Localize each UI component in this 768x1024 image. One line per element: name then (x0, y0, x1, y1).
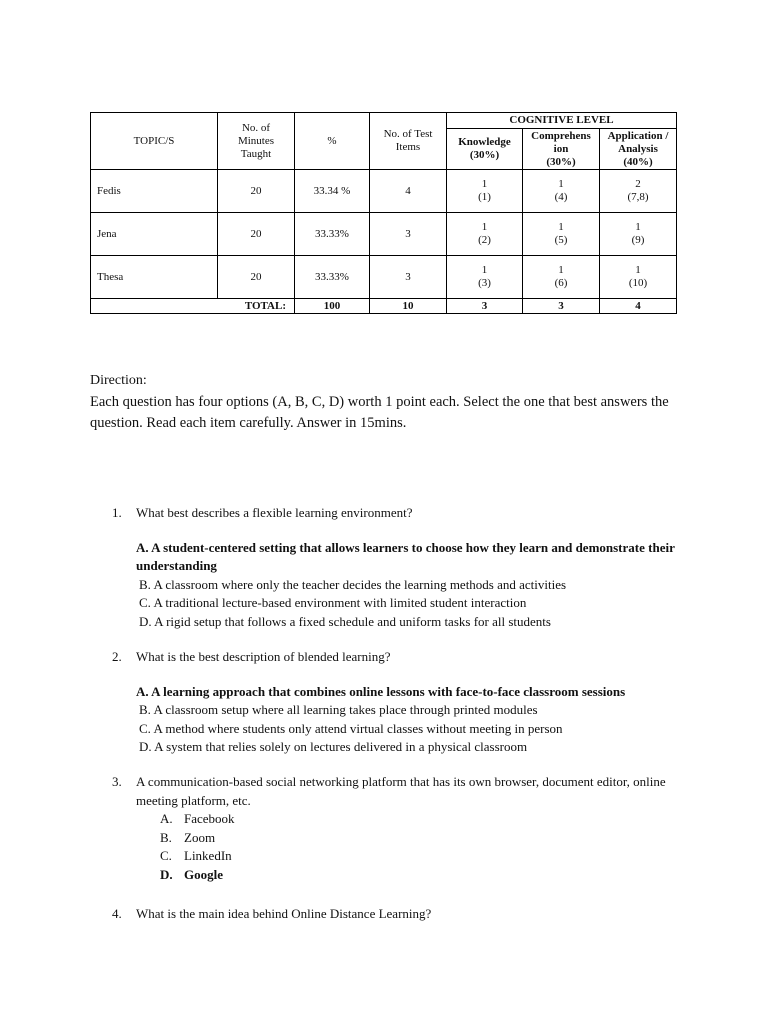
option: B. Zoom (160, 829, 216, 845)
items-cell: 4 (370, 170, 447, 213)
question-number: 1. (112, 505, 122, 520)
question-4 (112, 905, 692, 924)
items-cell: 3 (370, 256, 447, 299)
question-stem: What is the best description of blended learning? (136, 649, 391, 664)
direction-title: Direction: (90, 373, 147, 388)
option: C. A traditional lecture-based environment with limited student interaction (139, 595, 527, 611)
direction-text: Each question has four options (A, B, C, D) worth 1 point each. Select the one that best answers the question. Read each item carefully. Answer in 15mins. (90, 394, 669, 431)
header-application: Application / Analysis (40%) (600, 129, 677, 170)
comprehension-cell: 1 (4) (523, 170, 600, 213)
question-number: 4. (112, 906, 122, 921)
knowledge-cell: 1 (2) (447, 213, 523, 256)
question-number: 2. (112, 649, 122, 664)
question-stem: What best describes a flexible learning environment? (136, 505, 413, 520)
option: C. A method where students only attend virtual classes without meeting in person (139, 720, 563, 736)
header-cognitive-level: COGNITIVE LEVEL (447, 113, 677, 129)
total-comprehension: 3 (523, 299, 600, 314)
comprehension-cell: 1 (5) (523, 213, 600, 256)
total-knowledge: 3 (447, 299, 523, 314)
option: B. A classroom where only the teacher decides the learning methods and activities (139, 576, 567, 592)
option: B. A classroom setup where all learning takes place through printed modules (139, 702, 538, 718)
application-cell: 1 (9) (600, 213, 677, 256)
percent-cell: 33.33% (295, 256, 370, 299)
option: A. Facebook (160, 811, 235, 827)
table-row (91, 170, 677, 213)
knowledge-cell: 1 (3) (447, 256, 523, 299)
header-knowledge: Knowledge (30%) (447, 129, 523, 170)
question-stem: What is the main idea behind Online Distance Learning? (136, 906, 432, 921)
knowledge-cell: 1 (1) (447, 170, 523, 213)
total-row (91, 299, 677, 314)
minutes-cell: 20 (218, 213, 295, 256)
total-percent: 100 (295, 299, 370, 314)
header-minutes: No. of Minutes Taught (218, 113, 295, 170)
correct-answer: D. Google (160, 866, 223, 882)
items-cell: 3 (370, 213, 447, 256)
question-1 (112, 504, 692, 632)
total-label: TOTAL: (91, 299, 295, 314)
topic-cell: Fedis (91, 170, 218, 213)
option: C. LinkedIn (160, 848, 232, 864)
total-application: 4 (600, 299, 677, 314)
header-percent: % (295, 113, 370, 170)
header-topic: TOPIC/S (91, 113, 218, 170)
application-cell: 2 (7,8) (600, 170, 677, 213)
percent-cell: 33.34 % (295, 170, 370, 213)
application-cell: 1 (10) (600, 256, 677, 299)
minutes-cell: 20 (218, 170, 295, 213)
question-3 (112, 773, 692, 885)
option: D. A rigid setup that follows a fixed schedule and uniform tasks for all students (139, 613, 551, 629)
topic-cell: Thesa (91, 256, 218, 299)
header-comprehension: Comprehens ion (30%) (523, 129, 600, 170)
question-number: 3. (112, 774, 122, 789)
table-row (91, 256, 677, 299)
minutes-cell: 20 (218, 256, 295, 299)
question-2 (112, 648, 692, 757)
comprehension-cell: 1 (6) (523, 256, 600, 299)
correct-answer: A. A student-centered setting that allows learners to choose how they learn and demonstrate their understanding (136, 539, 675, 574)
header-items: No. of Test Items (370, 113, 447, 170)
percent-cell: 33.33% (295, 213, 370, 256)
question-stem: A communication-based social networking platform that has its own browser, document editor, online meeting platform, etc. (136, 774, 666, 808)
option: D. A system that relies solely on lectures delivered in a physical classroom (139, 739, 528, 755)
table-row (91, 213, 677, 256)
topic-cell: Jena (91, 213, 218, 256)
table-of-specification (90, 112, 677, 314)
correct-answer: A. A learning approach that combines online lessons with face-to-face classroom sessions (136, 683, 626, 699)
total-items: 10 (370, 299, 447, 314)
